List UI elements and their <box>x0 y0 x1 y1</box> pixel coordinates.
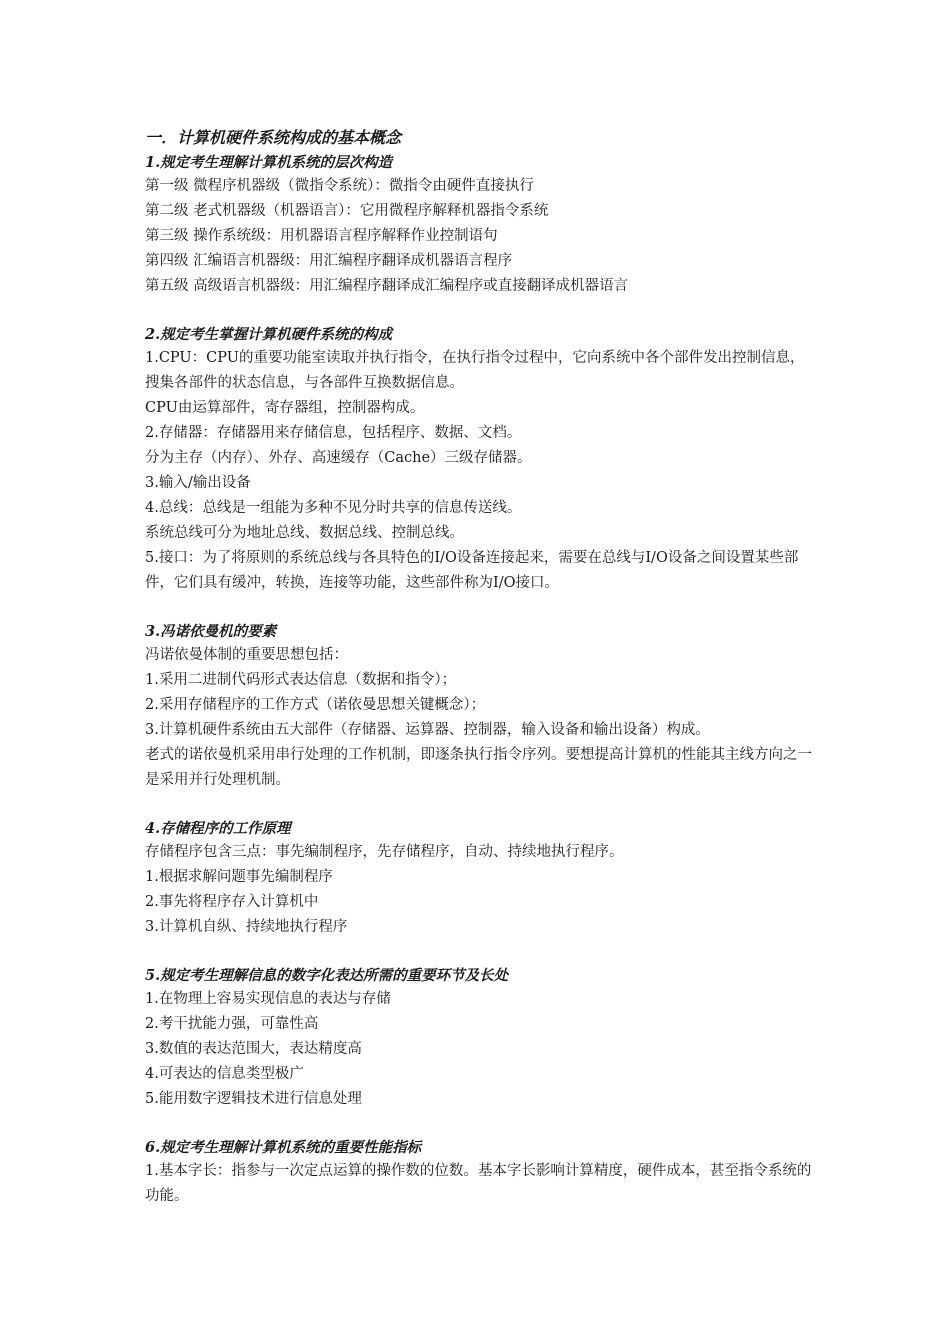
paragraph-line: 第一级 微程序机器级（微指令系统）：微指令由硬件直接执行 <box>145 178 534 194</box>
section-heading: 4.存储程序的工作原理 <box>145 820 291 837</box>
paragraph-line: 2.采用存储程序的工作方式（诺依曼思想关键概念）； <box>145 697 486 713</box>
paragraph-line: 第五级 高级语言机器级：用汇编程序翻译成汇编程序或直接翻译成机器语言 <box>145 278 629 294</box>
paragraph-line: 1.采用二进制代码形式表达信息（数据和指令）； <box>145 672 457 688</box>
paragraph-line: 分为主存（内存）、外存、高速缓存（Cache）三级存储器。 <box>145 450 532 466</box>
section-spacer <box>145 1112 815 1137</box>
paragraph-line: 冯诺依曼体制的重要思想包括： <box>145 647 348 663</box>
section-1 <box>145 152 815 299</box>
paragraph-line: 5.接口：为了将原则的系统总线与各具特色的I/O设备连接起来，需要在总线与I/O设备之间设置某些部件，它们具有缓冲，转换，连接等功能，这些部件称为I/O接口。 <box>145 550 799 591</box>
paragraph-line: 第四级 汇编语言机器级：用汇编程序翻译成机器语言程序 <box>145 253 513 269</box>
paragraph-line: 2.事先将程序存入计算机中 <box>145 894 319 910</box>
paragraph-line: 存储程序包含三点：事先编制程序，先存储程序，自动、持续地执行程序。 <box>145 844 624 860</box>
paragraph-line: 3.计算机自纵、持续地执行程序 <box>145 919 348 935</box>
document-page <box>145 124 815 1209</box>
paragraph-line: 1.CPU：CPU的重要功能室读取并执行指令，在执行指令过程中，它向系统中各个部件发出控制信息，搜集各部件的状态信息，与各部件互换数据信息。 <box>145 350 805 391</box>
section-spacer <box>145 596 815 621</box>
section-spacer <box>145 299 815 324</box>
section-spacer <box>145 793 815 818</box>
section-spacer <box>145 940 815 965</box>
paragraph-line: 4.总线：总线是一组能为多种不见分时共享的信息传送线。 <box>145 500 522 516</box>
paragraph-line: 1.在物理上容易实现信息的表达与存储 <box>145 991 391 1007</box>
paragraph-line: 1.根据求解问题事先编制程序 <box>145 869 333 885</box>
section-heading: 1.规定考生理解计算机系统的层次构造 <box>145 154 393 171</box>
paragraph-line: 系统总线可分为地址总线、数据总线、控制总线。 <box>145 525 464 541</box>
section-5 <box>145 965 815 1112</box>
paragraph-line: CPU由运算部件，寄存器组，控制器构成。 <box>145 400 425 416</box>
section-3 <box>145 621 815 793</box>
paragraph-line: 4.可表达的信息类型极广 <box>145 1066 304 1082</box>
paragraph-line: 1.基本字长：指参与一次定点运算的操作数的位数。基本字长影响计算精度，硬件成本，甚至指令系统的功能。 <box>145 1163 812 1204</box>
document-title: 一．计算机硬件系统构成的基本概念 <box>145 128 402 147</box>
paragraph-line: 2.考干扰能力强，可靠性高 <box>145 1016 319 1032</box>
paragraph-line: 3.数值的表达范围大，表达精度高 <box>145 1041 362 1057</box>
section-4 <box>145 818 815 940</box>
paragraph-line: 第二级 老式机器级（机器语言）：它用微程序解释机器指令系统 <box>145 203 549 219</box>
section-heading: 6.规定考生理解计算机系统的重要性能指标 <box>145 1139 422 1156</box>
paragraph-line: 第三级 操作系统级：用机器语言程序解释作业控制语句 <box>145 228 498 244</box>
section-heading: 5.规定考生理解信息的数字化表达所需的重要环节及长处 <box>145 967 509 984</box>
paragraph-line: 5.能用数字逻辑技术进行信息处理 <box>145 1091 362 1107</box>
paragraph-line: 3.输入/输出设备 <box>145 475 251 491</box>
section-heading: 2.规定考生掌握计算机硬件系统的构成 <box>145 326 393 343</box>
section-2 <box>145 324 815 596</box>
paragraph-line: 3.计算机硬件系统由五大部件（存储器、运算器、控制器，输入设备和输出设备）构成。 <box>145 722 710 738</box>
paragraph-line: 2.存储器：存储器用来存储信息，包括程序、数据、文档。 <box>145 425 522 441</box>
section-heading: 3.冯诺依曼机的要素 <box>145 623 277 640</box>
section-6 <box>145 1137 815 1209</box>
paragraph-line: 老式的诺依曼机采用串行处理的工作机制，即逐条执行指令序列。要想提高计算机的性能其主线方向之一是采用并行处理机制。 <box>145 747 812 788</box>
